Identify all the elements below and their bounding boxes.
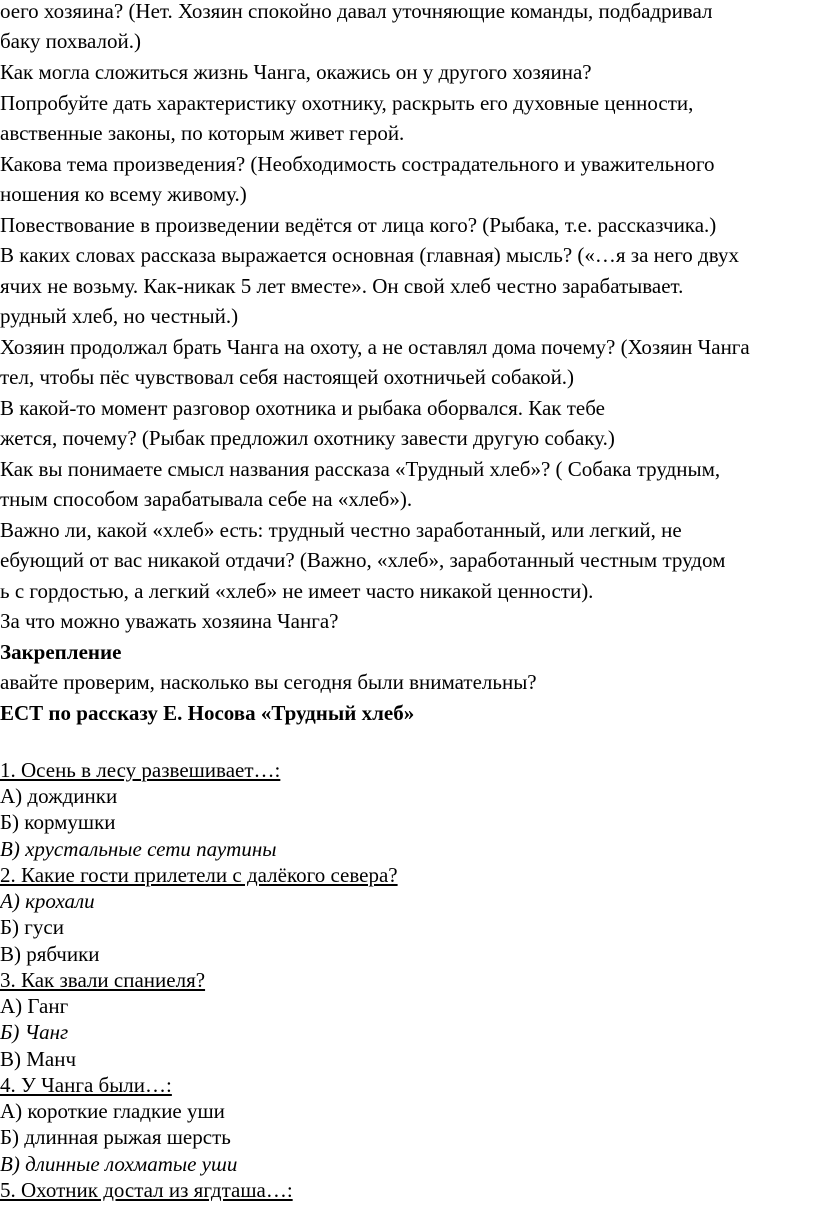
answer-option: А) короткие гладкие уши xyxy=(0,1099,225,1123)
question-3: 3. Как звали спаниеля? xyxy=(0,968,206,992)
paragraph-line: Важно ли, какой «хлеб» есть: трудный честно заработанный, или легкий, не xyxy=(0,518,682,542)
paragraph-line: ношения ко всему живому.) xyxy=(0,182,247,206)
answer-option: В) рябчики xyxy=(0,942,100,966)
paragraph-line: бaку похвалой.) xyxy=(0,29,141,53)
question-5: 5. Охотник достал из ягдташа…: xyxy=(0,1178,293,1202)
paragraph-line: ячих не возьму. Как-никак 5 лет вместе». Он свой хлеб честно зарабатывает. xyxy=(0,274,684,298)
question-2: 2. Какие гости прилетели с далёкого севера? xyxy=(0,863,398,887)
paragraph-line: тел, чтобы пёс чувствовал себя настоящей охотничьей собакой.) xyxy=(0,365,575,389)
answer-option: Б) длинная рыжая шерсть xyxy=(0,1125,231,1149)
answer-option: Б) гуси xyxy=(0,915,64,939)
paragraph-line: В какой-то момент разговор охотника и рыбака оборвался. Как тебе xyxy=(0,396,605,420)
paragraph-line: ебующий от вас никакой отдачи? (Важно, «хлеб», заработанный честным трудом xyxy=(0,548,726,572)
question-4: 4. У Чанга были…: xyxy=(0,1073,172,1097)
answer-option: А) Ганг xyxy=(0,994,69,1018)
paragraph-line: авственные законы, по которым живет герой. xyxy=(0,121,405,145)
test-title: ЕСТ по рассказу Е. Носова «Трудный хлеб» xyxy=(0,701,415,725)
paragraph-line: Как вы понимаете смысл названия рассказа «Трудный хлеб»? ( Собака трудным, xyxy=(0,457,721,481)
answer-option-correct: В) хрустальные сети паутины xyxy=(0,837,277,861)
answer-option-correct: А) крохали xyxy=(0,889,95,913)
answer-option-correct: В) длинные лохматые уши xyxy=(0,1152,238,1176)
paragraph-line: ь с гордостью, а легкий «хлеб» не имеет часто никакой ценности). xyxy=(0,579,594,603)
question-1: 1. Осень в лесу развешивает…: xyxy=(0,758,281,782)
paragraph-line: За что можно уважать хозяина Чанга? xyxy=(0,609,339,633)
paragraph-line: Как могла сложиться жизнь Чанга, окажись он у другого хозяина? xyxy=(0,60,592,84)
answer-option-correct: Б) Чанг xyxy=(0,1020,69,1044)
paragraph-line: В каких словах рассказа выражается основная (главная) мысль? («…я за него двух xyxy=(0,243,739,267)
paragraph-line: оего хозяина? (Нет. Хозяин спокойно давал уточняющие команды, подбадривал xyxy=(0,0,713,23)
paragraph-line: тным способом зарабатывала себе на «хлеб»). xyxy=(0,487,413,511)
answer-option: В) Манч xyxy=(0,1047,77,1071)
paragraph-line: Какова тема произведения? (Необходимость сострадательного и уважительного xyxy=(0,152,715,176)
answer-option: Б) кормушки xyxy=(0,810,116,834)
answer-option: А) дождинки xyxy=(0,784,118,808)
paragraph-line: Повествование в произведении ведётся от лица кого? (Рыбака, т.е. рассказчика.) xyxy=(0,213,717,237)
paragraph-line: жется, почему? (Рыбак предложил охотнику завести другую собаку.) xyxy=(0,426,615,450)
section-heading: Закрепление xyxy=(0,640,122,664)
paragraph-line: Попробуйте дать характеристику охотнику, раскрыть его духовные ценности, xyxy=(0,91,694,115)
intro-line: авайте проверим, насколько вы сегодня были внимательны? xyxy=(0,670,537,694)
paragraph-line: рудный хлеб, но честный.) xyxy=(0,304,239,328)
paragraph-line: Хозяин продолжал брать Чанга на охоту, а не оставлял дома почему? (Хозяин Чанга xyxy=(0,335,750,359)
